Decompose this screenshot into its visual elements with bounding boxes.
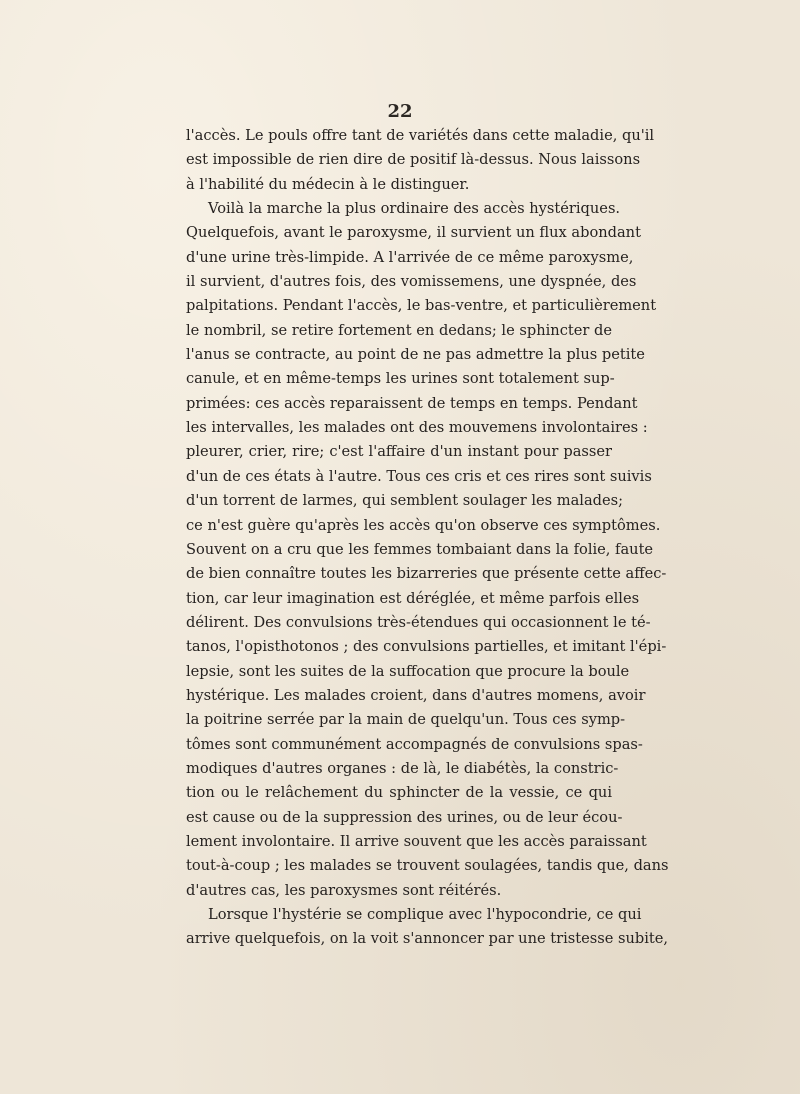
text-line: la poitrine serrée par la main de quelqu'un. Tous ces symp- xyxy=(186,711,626,729)
body-text xyxy=(186,124,669,952)
text-line: Lorsque l'hystérie se complique avec l'hypocondrie, ce qui xyxy=(208,906,642,923)
text-line: ce n'est guère qu'après les accès qu'on observe ces symptômes. xyxy=(186,516,661,534)
text-line: d'un torrent de larmes, qui semblent soulager les malades; xyxy=(186,492,624,510)
text-line: tion, car leur imagination est déréglée, et même parfois elles xyxy=(186,589,640,607)
text-line: est cause ou de la suppression des urines, ou de leur écou- xyxy=(186,808,623,826)
text-line: arrive quelquefois, on la voit s'annoncer par une tristesse subite, xyxy=(186,930,669,948)
text-line: le nombril, se retire fortement en dedans; le sphincter de xyxy=(186,321,612,339)
text-line: hystérique. Les malades croient, dans d'autres momens, avoir xyxy=(186,686,646,704)
text-line: les intervalles, les malades ont des mouvemens involontaires : xyxy=(186,419,648,437)
text-line: palpitations. Pendant l'accès, le bas-ventre, et particulièrement xyxy=(186,297,657,315)
text-line: délirent. Des convulsions très-étendues qui occasionnent le té- xyxy=(186,613,651,631)
text-line: primées: ces accès reparaissent de temps en temps. Pendant xyxy=(186,394,638,412)
page-number: 22 xyxy=(387,101,413,122)
text-line: lement involontaire. Il arrive souvent que les accès paraissant xyxy=(186,832,647,850)
text-line: l'anus se contracte, au point de ne pas admettre la plus petite xyxy=(186,346,645,364)
text-line: lepsie, sont les suites de la suffocation que procure la boule xyxy=(186,662,630,680)
text-line: de bien connaître toutes les bizarreries que présente cette affec- xyxy=(186,565,667,583)
text-line: d'autres cas, les paroxysmes sont réitérés. xyxy=(186,881,502,899)
text-line: d'une urine très-limpide. A l'arrivée de ce même paroxysme, xyxy=(186,248,634,266)
text-line: canule, et en même-temps les urines sont totalement sup- xyxy=(186,370,615,388)
text-line: tômes sont communément accompagnés de convulsions spas- xyxy=(186,735,643,753)
text-line: l'accès. Le pouls offre tant de variétés dans cette maladie, qu'il xyxy=(186,127,655,144)
text-line: Voilà la marche la plus ordinaire des accès hystériques. xyxy=(208,200,621,218)
text-line: modiques d'autres organes : de là, le diabétès, la constric- xyxy=(186,759,619,777)
text-line: tanos, l'opisthotonos ; des convulsions partielles, et imitant l'épi- xyxy=(186,638,667,656)
text-line: il survient, d'autres fois, des vomissemens, une dyspnée, des xyxy=(186,273,637,291)
text-line: Quelquefois, avant le paroxysme, il survient un flux abondant xyxy=(186,224,641,242)
text-line: Souvent on a cru que les femmes tombaiant dans la folie, faute xyxy=(186,540,654,558)
text-line: tout-à-coup ; les malades se trouvent soulagées, tandis que, dans xyxy=(186,857,669,875)
text-line: d'un de ces états à l'autre. Tous ces cris et ces rires sont suivis xyxy=(186,467,652,485)
text-line: tion ou le relâchement du sphincter de la vessie, ce qui xyxy=(186,784,612,802)
text-line: est impossible de rien dire de positif là-dessus. Nous laissons xyxy=(186,151,641,169)
text-line: pleurer, crier, rire; c'est l'affaire d'un instant pour passer xyxy=(186,443,612,461)
text-line: à l'habilité du médecin à le distinguer. xyxy=(186,175,470,193)
